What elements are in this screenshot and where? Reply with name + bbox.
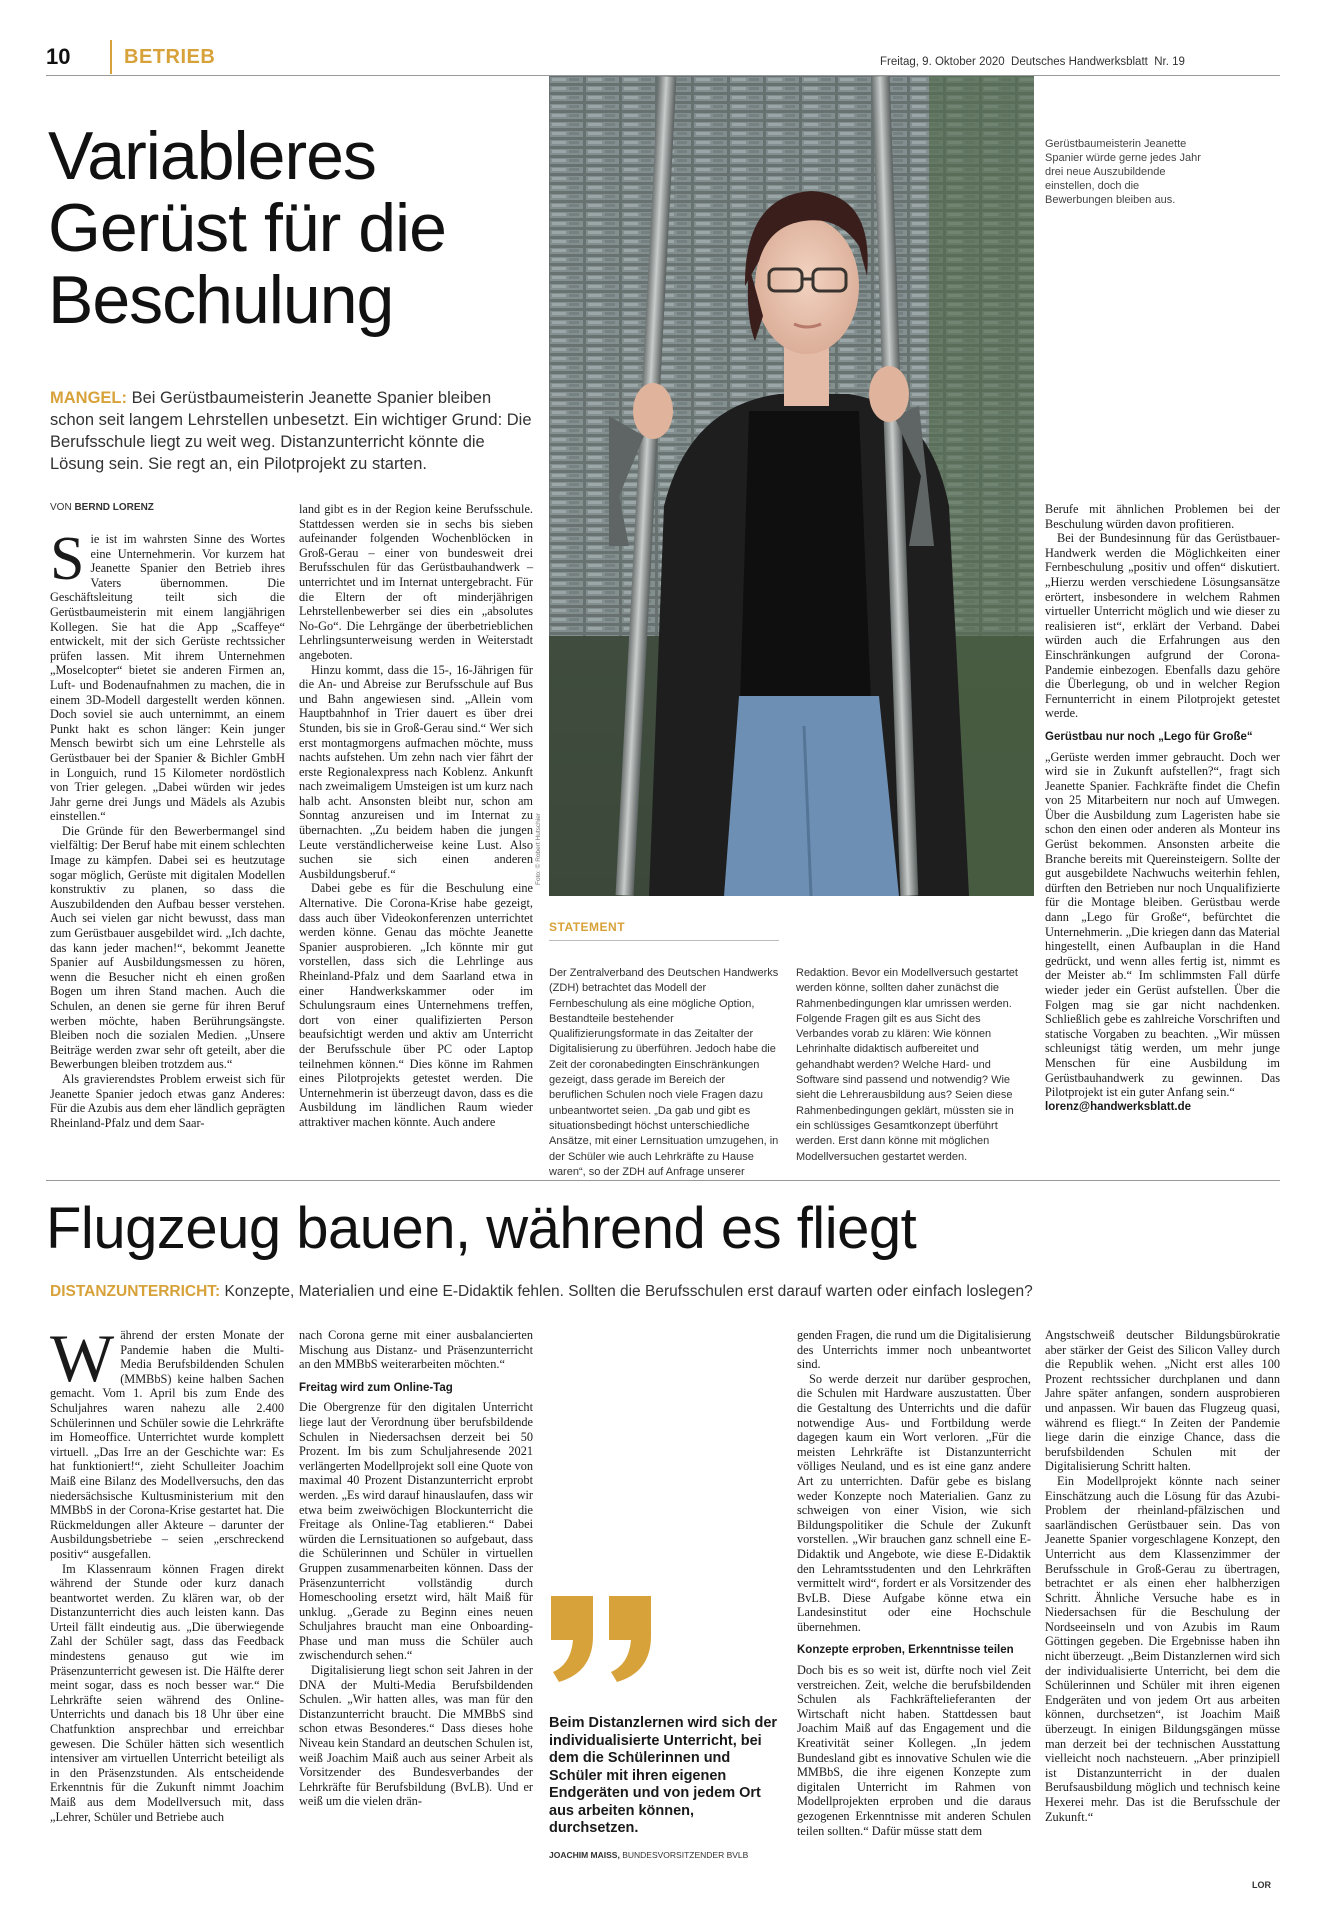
article2-column-4 [1045,1328,1280,1824]
paragraph: Angstschweiß deutscher Bildungsbürokratie aber stärker der Geist des Silicon Valley durch die Republik wehen. „Nicht erst alles 100 Prozent rechtssicher durchplanen und dann Jahre später anfangen, sondern ausprobieren und anpassen. Wir bauen das Flugzeug quasi, während es fliegt.“ In Zeiten der Pandemie liege darin die einzige Chance, dass die berufsbildenden Schulen mit der Digitalisierung Schritt halten. [1045,1328,1280,1474]
dropcap: W [50,1320,115,1396]
page-number: 10 [46,44,71,69]
paragraph: ie ist im wahrsten Sinne des Wortes eine Unternehmerin. Vor kurzem hat Jeanette Spanier den Betrieb ihres Vaters übernommen. Die Geschäftsleitung teilt sich die Gerüstbaumeisterin mit einem langjährigen Kollegen. Sie hat die App „Scaffeye“ entwickelt, mit der sich Gerüste rechtssicher prüfen lassen. Mit ihrem Unternehmen „Moselcopter“ bietet sie anderen Firmen an, Luft- und Bodenaufnahmen zu machen, die in einem 3D-Modell dargestellt werden können. Doch soviel sie auch unternimmt, an einem Punkt hakt es schon länger: Kein junger Mensch bewirbt sich um eine Lehrstelle als Gerüstbauer bei der Spanier & Bichler GmbH in Longuich, rund 15 Kilometer nordöstlich von Trier gelegen. „Dabei würden wir jedes Jahr gerne drei Jungs und Mädels als Azubis einstellen.“ [50,532,285,824]
paragraph: Dabei gebe es für die Beschulung eine Alternative. Die Corona-Krise habe gezeigt, dass auch über Videokonferenzen unterrichtet werden könne. Genau das möchte Jeanette Spanier ausprobieren. „Ich könnte mir gut vorstellen, dass sich die Lehrlinge aus Rheinland-Pfalz und dem Saarland etwa in einer Handwerkskammer oder im Schulungsraum eines Unternehmens treffen, dort von einer qualifizierten Person beaufsichtigt werden und aktiv am Unterricht der Berufsschule über PC oder Laptop teilnehmen können.“ Dies könne im Rahmen eines Pilotprojekts getestet werden. Die Unternehmerin ist überzeugt davon, dass es die Ausbildung im ländlichen Raum wieder attraktiver machen könnte. Auch andere [299,881,533,1129]
paragraph: Im Klassenraum können Fragen direkt während der Stunde oder kurz danach beantwortet werden. Zu klären war, ob der Distanzunterricht dies auch leisten kann. Das Urteil fällt eindeutig aus. „Die überwiegende Zahl der Schüler sagt, dass das Feedback mindestens genauso gut wie im Präsenzunterricht gewesen ist. Die Hälfte derer meint sogar, dass es noch besser war.“ Die Lehrkräfte seien während des Online-Unterrichts und danach bis 18 Uhr über eine Chatfunktion ansprechbar und erreichbar gewesen. Die Schüler hätten sich wesentlich intensiver am virtuellen Unterricht beteiligt als in den Präsenzstunden. Als entscheidende Erkenntnis für die Zukunft nimmt Joachim Maiß aus dem Modellversuch mit, dass „Lehrer, Schüler und Betriebe auch [50,1561,284,1824]
article1-column-2 [299,502,533,1130]
headline-line-3: Beschulung [48,262,394,338]
dropcap: S [50,525,85,593]
paragraph: Hinzu kommt, dass die 15-, 16-Jährigen für die An- und Abreise zur Berufsschule auf Bus und Bahn angewiesen sind. „Allein vom Hauptbahnhof in Trier dauert es über drei Stunden, bis sie in Groß-Gerau sind.“ Wer sich erst montagmorgens aufmachen möchte, muss nachts aufstehen. Um zehn nach vier fährt der erste Regionalexpress nach Koblenz. Ankunft nach zweimaligem Umsteigen ist um kurz nach halb acht. Ansonsten bleibt nur, schon am Sonntag anzureisen und im Internat zu übernachten. „Zu beidem haben die jungen Leute verständlicherweise keine Lust. Also suchen sie sich einen anderen Ausbildungsberuf.“ [299,662,533,881]
byline-prefix: VON [50,502,75,513]
headline [48,120,446,336]
statement-column-1: Der Zentralverband des Deutschen Handwerks (ZDH) betrachtet das Modell der Fernbeschulung als eine mögliche Option, Bestandteile bestehender Qualifizierungsformate in das Zeitalter der Digitalisierung zu überführen. Jedoch habe die Zeit der coronabedingten Einschränkungen gezeigt, dass gerade im Bereich der beruflichen Schulen noch viele Fragen dazu unbeantwortet seien. „Da gab und gibt es situationsbedingt höchst unterschiedliche Ansätze, mit einer Lernsituation umzugehen, in der Schüler wie auch Lehrkräfte zu Hause waren“, so der ZDH auf Anfrage unserer [549,967,779,1178]
portrait-photo-graphic [549,76,1034,896]
lead-text: Bei Gerüstbaumeisterin Jeanette Spanier bleiben schon seit langem Lehrstellen unbesetzt. Ein wichtiger Grund: Die Berufsschule liegt zu weit weg. Distanzunterricht könnte die Lösung sein. Sie regt an, ein Pilotprojekt zu starten. [50,389,532,473]
subheading: Freitag wird zum Online-Tag [299,1381,453,1394]
author-tag: LOR [1252,1880,1271,1890]
article2-lead [50,1282,1280,1302]
article2-lead-text: Konzepte, Materialien und eine E-Didaktik fehlen. Sollten die Berufsschulen erst darauf warten oder einfach loslegen? [220,1283,1033,1300]
quote-author: JOACHIM MAISS, [549,1849,620,1860]
date-line: Freitag, 9. Oktober 2020 Deutsches Handwerksblatt Nr. 19 [880,56,1185,68]
photo-caption: Gerüstbaumeisterin Jeanette Spanier würde gerne jedes Jahr drei neue Auszubildende einstellen, doch die Bewerbungen bleiben aus. [1045,138,1201,206]
paragraph: Berufe mit ähnlichen Problemen bei der Beschulung würden davon profitieren. [1045,502,1280,531]
quote-mark-icon [549,1594,659,1684]
pull-quote [549,1594,784,1860]
headline-line-2: Gerüst für die [48,190,446,266]
lead-paragraph [50,387,536,475]
paragraph: nach Corona gerne mit einer ausbalancierten Mischung aus Distanz- und Präsenzunterricht an den MMBbS weiterarbeiten möchten.“ [299,1328,533,1372]
article2-lead-kicker: DISTANZUNTERRICHT: [50,1283,221,1300]
article2-column-2 [299,1328,533,1809]
paragraph: genden Fragen, die rund um die Digitalisierung des Unterrichts immer noch unbeantwortet sind. [797,1328,1031,1372]
paragraph: ährend der ersten Monate der Pandemie haben die Multi-Media Berufsbildenden Schulen (MMBbS) keine halben Sachen gemacht. Vom 1. April bis zum Ende des Schuljahres waren nahezu alle 2.400 Schülerinnen und Schüler sowie die Lehrkräfte im Homeoffice. Unterrichtet wurde komplett virtuell. „Das Irre an der Geschichte war: Es hat funktioniert!“, zieht Schulleiter Joachim Maiß eine Bilanz des Modellversuchs, den das niedersächsische Kultusministerium mit den MMBbS in der Corona-Krise gestartet hat. Die Rückmeldungen aller Akteure – darunter der Ausbildungsbetriebe – seien „erschreckend positiv“ ausgefallen. [50,1328,284,1561]
quote-attribution [549,1850,784,1860]
paragraph: So werde derzeit nur darüber gesprochen, die Schulen mit Hardware auszustatten. Über die Gestaltung des Unterrichts und die dafür notwendige Aus- und Fortbildung werde dagegen kaum ein Wort verloren. „Für die meisten Lehrkräfte ist Distanzunterricht völliges Neuland, und es ist eine ganz andere Art zu unterrichten. Dafür gebe es bislang weder Konzepte noch Materialien. Ganz zu schweigen von einer Vision, wie sich Bildungspolitiker die Schule der Zukunft vorstellen. „Wir brauchen ganz schnell eine E-Didaktik und Angebote, wie diese E-Didaktik den Lehramtsstudenten und den Lehrkräften vermittelt wird“, fordert er als Vorsitzender des BvLB. Diese Aufgabe könne etwa ein Landesinstitut oder eine Hochschule übernehmen. [797,1371,1031,1634]
headline-line-1: Variableres [48,118,376,194]
statement-box [549,920,1034,1178]
statement-column-2: Redaktion. Bevor ein Modellversuch gestartet werden könne, sollten daher zunächst die Rahmenbedingungen klar umrissen werden. Folgende Fragen gilt es aus Sicht des Verbandes vorab zu klären: Wie können Lehrinhalte didaktisch aufbereitet und gehandhabt werden? Welche Hard- und Software sind passend und notwendig? Wie sieht die Lehrerausbildung aus? Seien diese Rahmenbedingungen geklärt, müssten sie in ein schlüssiges Gesamtkonzept überführt werden. Erst dann könne mit möglichen Modellversuchen gestartet werden. [796,967,1018,1163]
paragraph: Ein Modellprojekt könnte nach seiner Einschätzung auch die Lösung für das Azubi-Problem der rheinland-pfälzischen und saarländischen Gerüstbauer sein. Das von Jeanette Spanier vorgeschlagene Konzept, den Unterricht aus dem Klassenzimmer der Berufsschule in Groß-Gerau zu übertragen, betrachtet er als einen eher halbherzigen Schritt. Ähnliche Versuche habe es in Niedersachsen für die Beschulung der Nordseeinseln und von Azubis im Raum Göttingen gegeben. Die Ergebnisse haben ihn nicht überzeugt. „Beim Distanzlernen wird sich der individualisierte Unterricht, bei dem die Schülerinnen und Schüler mit ihren eigenen Endgeräten und von jedem Ort aus arbeiten können, durchsetzen“, ist Joachim Maiß überzeugt. In einigen Bildungsgängen müsse man derzeit bei der technischen Ausstattung vielleicht noch nachsteuern. „Aber prinzipiell ist Distanzunterricht in der dualen Berufsausbildung möglich und technisch keine Hexerei mehr. Das ist die Berufsschule der Zukunft.“ [1045,1473,1280,1824]
article2-headline: Flugzeug bauen, während es fliegt [46,1196,917,1261]
lead-kicker: MANGEL: [50,389,127,407]
paragraph: Die Gründe für den Bewerbermangel sind vielfältig: Der Beruf habe mit einem schlechten Image zu kämpfen. Dabei sei es heutzutage sogar möglich, Gerüste mit digitalen Modellen konstruktiv zu planen, so dass die Auszubildenden den Aufbau besser verstehen. Auch sei vielen gar nicht bewusst, dass man zum Gerüstbauer ausgebildet wird. „Ich dachte, das kann jeder machen!“, bekommt Jeanette Spanier auf Ausbildungsmessen zu hören, wenn die Besucher nicht eh einen großen Bogen um ihren Stand machen. Auch die Schulen, an denen sie gerne für ihren Beruf werben möchte, haben Berührungsängste. Bleiben noch die sozialen Medien. „Unsere Beiträge werden zwar sehr oft geteilt, aber die Bewerbungen bleiben trotzdem aus.“ [50,823,285,1072]
section-label: BETRIEB [124,46,216,68]
byline [50,502,154,513]
paragraph: land gibt es in der Region keine Berufsschule. Stattdessen werden sie in sechs bis sieben aufeinander folgenden Wochenblöcken in Groß-Gerau – einer von bundesweit drei Berufsschulen für das Gerüstbauhandwerk – unterrichtet und im Internat untergebracht. Für die Eltern der oft minderjährigen Lehrstellenbewerber sei dies ein „absolutes No-Go“. Die Lehrgänge der überbetrieblichen Lehrlingsunterweisung werden in Weiterstadt angeboten. [299,502,533,662]
article2-column-3 [797,1328,1031,1838]
article1-column-3 [1045,502,1280,1114]
paragraph: Doch bis es so weit ist, dürfte noch viel Zeit verstreichen. Zeit, welche die berufsbildenden Schulen als Fachkräftelieferanten der Wirtschaft nicht haben. Stattdessen baut Joachim Maiß auf das Engagement und die Kreativität seiner Kollegen. „In jedem Bundesland gibt es innovative Schulen wie die MMBbS, die ihre eigenen Konzepte zum digitalen Unterricht im Rahmen von Modellprojekten erproben und die daraus gezogenen Erkenntnisse mit anderen Schulen teilen sollten.“ Dafür müsse statt dem [797,1663,1031,1838]
paragraph: Als gravierendstes Problem erweist sich für Jeanette Spanier jedoch etwas ganz Anderes: Für die Azubis aus dem eher ländlich geprägten Rheinland-Pfalz und dem Saar- [50,1071,285,1130]
article-divider [46,1180,1280,1181]
quote-text: Beim Distanzlernen wird sich der individualisierte Unterricht, bei dem die Schülerinnen und Schüler mit ihren eigenen Endgeräten und von jedem Ort aus arbeiten können, durchsetzen. [549,1715,778,1836]
article1-column-1 [50,525,285,1130]
header-divider [110,40,112,74]
article2-column-1 [50,1320,284,1824]
paragraph: Die Obergrenze für den digitalen Unterricht liege laut der Verordnung über berufsbildende Schulen in Niedersachsen derzeit bei 50 Prozent. Im bis zum Schuljahresende 2021 verlängerten Modellprojekt soll eine Quote von maximal 40 Prozent Distanzunterricht erprobt werden. „Es wird darauf hinauslaufen, dass wir etwa beim zweiwöchigen Blockunterricht die Freitage als Online-Tag etablieren.“ Dabei würden die Lernsituationen so aufgebaut, dass die Schülerinnen und Schüler in virtuellen Gruppen zusammenarbeiten können. Dass der Präsenzunterricht vollständig durch Homeschooling ersetzt wird, hält Maiß für unklug. „Gerade zu Beginn eines neuen Schuljahres braucht man eine Onboarding-Phase und man muss die Schüler auch zwischendurch sehen.“ [299,1400,533,1663]
byline-name: BERND LORENZ [74,502,154,513]
paragraph: Bei der Bundesinnung für das Gerüstbauer-Handwerk werden die Möglichkeiten einer Fernbeschulung „positiv und offen“ diskutiert. „Hierzu werden verschiedene Lösungsansätze erörtert, insbesondere in welchem Rahmen virtueller Unterricht möglich und wie dieser zu realisieren ist“, erklärt der Verband. Dabei würden auch die Erfahrungen aus den Einschränkungen aufgrund der Corona-Pandemie einbezogen. Ebenfalls dazu gehöre die Überlegung, ob und in welcher Region Fernunterricht in einem Pilotprojekt getestet werde. [1045,531,1280,721]
paragraph: „Gerüste werden immer gebraucht. Doch wer wird sie in Zukunft aufstellen?“, fragt sich Jeanette Spanier. Fachkräfte findet die Chefin von 25 Mitarbeitern nur noch auf Umwegen. Über die Ausbildung zum Lageristen habe sie schon den einen oder anderen als Monteur ins Gerüst bekommen. Ansonsten arbeite die Branche bereits mit Quereinsteigern. Sollte der gut ausgebildete Nachwuchs weiterhin fehlen, dürften den Betrieben nur noch Unqualifizierte für die Montage bleiben. Gerüstbau werde dann „Lego für Große“, befürchtet die Unternehmerin. „Die kriegen dann das Material hingestellt, einen Aufbauplan in die Hand gedrückt, und wenn alles fertig ist, nimmt es der Meister ab.“ Im schlimmsten Fall dürfe wieder jeder ein Gerüst aufstellen. Über die Folgen mag sie gar nicht nachdenken. Schließlich gebe es zahlreiche Vorschriften und statische Vorgaben zu beachten. „Wir müssen schleunigst tätig werden, um mehr junge Menschen für eine Ausbildung im Gerüstbauhandwerk zu gewinnen. Das Pilotprojekt ist ein guter Anfang sein.“ [1045,749,1280,1100]
author-email: lorenz@handwerksblatt.de [1045,1100,1192,1113]
portrait-photo [549,76,1034,896]
statement-title: STATEMENT [549,920,779,941]
paragraph: Digitalisierung liegt schon seit Jahren in der DNA der Multi-Media Berufsbildenden Schulen. „Wir hatten alles, was man für den Distanzunterricht braucht. Die MMBbS sind schon etwas Besonderes.“ Dass dieses hohe Niveau kein Standard an deutschen Schulen ist, weiß Joachim Maiß auch aus seiner Arbeit als Vorsitzender des Bundesverbandes der Lehrkräfte für Berufsbildung (BvLB). Und er weiß um die vielen drän- [299,1663,533,1809]
subheading: Konzepte erproben, Erkenntnisse teilen [797,1644,1014,1657]
subheading: Gerüstbau nur noch „Lego für Große“ [1045,730,1253,743]
photo-credit: Foto: © Robert Hutschier [535,813,542,885]
quote-role: BUNDESVORSITZENDER BVLB [619,1849,749,1860]
